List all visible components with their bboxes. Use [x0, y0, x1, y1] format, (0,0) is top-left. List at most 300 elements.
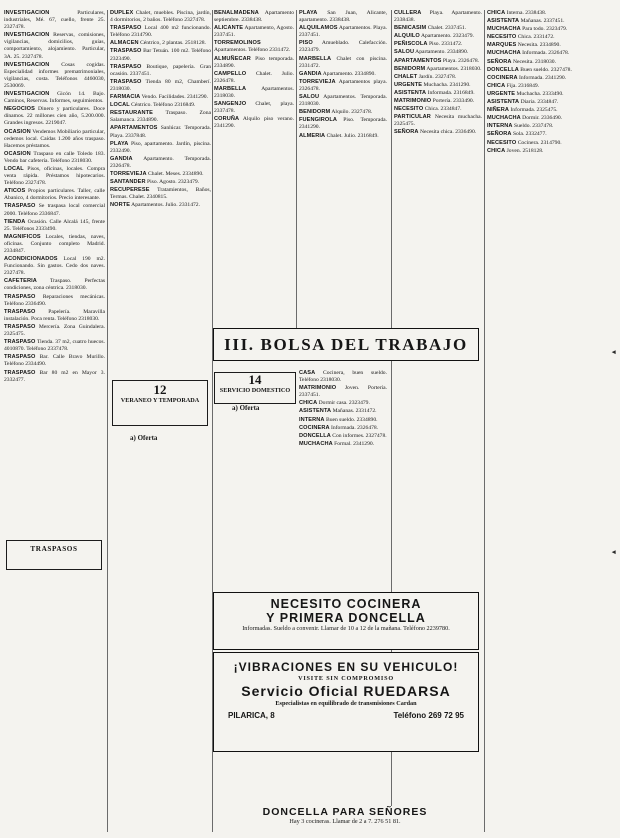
classified-ad	[4, 203, 105, 217]
ad-keyword: TORREMOLINOS	[214, 40, 261, 47]
ad-keyword: NEGOCIOS	[4, 106, 35, 113]
ad-keyword: ALQUILO	[394, 33, 420, 40]
classified-ad	[394, 25, 482, 32]
ad-text: Apartamentos. 2318030.	[214, 85, 294, 100]
ad-text: Jardín. 2327478.	[417, 73, 457, 80]
ad-keyword: MUCHACHA	[299, 440, 333, 447]
ad-keyword: ALICANTE	[214, 25, 244, 32]
ad-text: Amueblado. Calefacción. 2323479.	[299, 40, 387, 54]
ad-text: Cocinera, buen sueldo. Teléfono 2318030.	[299, 370, 387, 384]
ad-keyword: NORTE	[110, 202, 131, 209]
classified-ad	[299, 433, 387, 440]
ad-headline: NECESITO COCINERA	[270, 597, 422, 611]
classified-ad	[299, 25, 387, 39]
category-box-servicio	[214, 372, 296, 404]
classified-ad	[110, 79, 211, 93]
ad-text: Vendemos Mobiliario particular, cedemos local. Caídas 1.200 años traspaso. Hacemos préstamos.	[4, 128, 105, 149]
ad-text: Bar Tetuán. 100 m2. Teléfono 2323490.	[110, 48, 211, 62]
classified-column-1	[4, 10, 105, 832]
classified-ad	[214, 86, 294, 100]
ad-keyword: ALMUÑECAR	[214, 55, 251, 62]
ad-headline: ¡VIBRACIONES EN SU VEHICULO!	[233, 660, 459, 674]
classified-ad	[110, 25, 211, 39]
ad-text: Chalet. 2337451.	[426, 25, 467, 32]
classified-ad	[110, 179, 211, 186]
ad-text: Necesita chica. 2336490.	[418, 129, 477, 136]
ad-keyword: SALOU	[299, 94, 320, 101]
classified-ad	[487, 115, 613, 122]
ad-text: Playa. Apartamento. 2338438.	[394, 10, 482, 24]
ad-text: Para todo. 2323479.	[520, 26, 568, 33]
ad-text: Apartamentos. Julio. 2331472.	[130, 202, 200, 209]
ad-keyword: TRASPASO	[4, 293, 36, 300]
ad-text: Informada. 2325475.	[509, 107, 558, 114]
category-box-traspasos	[6, 540, 102, 570]
ad-keyword: BENIDORM	[394, 65, 426, 72]
classified-column-3	[214, 10, 294, 328]
ad-text: Reparaciones mecánicas. Teléfono 2336490.	[4, 293, 105, 307]
classified-ad	[4, 256, 105, 277]
ad-text: Necesita muchacha. 2325475.	[394, 114, 482, 128]
classified-ad	[110, 141, 211, 155]
ad-keyword: TORREVIEJA	[110, 170, 147, 177]
classified-ad	[110, 125, 211, 139]
classified-ad	[110, 202, 211, 209]
classified-ad	[394, 41, 482, 48]
classified-ad	[299, 370, 387, 384]
classified-ad	[487, 123, 613, 130]
classified-ad	[394, 98, 482, 105]
category-box-veraneo	[112, 380, 208, 426]
classified-ad	[4, 151, 105, 165]
classified-ad	[487, 26, 613, 33]
ad-keyword: PLAYA	[299, 10, 318, 16]
ad-keyword: ALMACEN	[110, 40, 139, 47]
ad-text: Buen sueldo. 2327478.	[518, 66, 572, 73]
ad-keyword: BENICASIM	[394, 25, 427, 32]
ad-text: Dinero y particulares. Doce dínamos. 22 millones cien año, 5.200.000. Grandes ingresos. 2219047.	[4, 106, 105, 127]
classified-ad	[299, 10, 387, 24]
ad-keyword: COCINERA	[299, 424, 330, 431]
ad-keyword: ALQUILAMOS	[299, 25, 338, 32]
classified-ad	[214, 71, 294, 85]
ad-keyword: MAGNIFICOS	[4, 233, 41, 240]
classified-ad	[394, 33, 482, 40]
ad-keyword: RECUPERESE	[110, 187, 150, 194]
column-divider	[296, 10, 297, 328]
classified-ad	[487, 148, 613, 155]
ad-ruedarsa	[213, 652, 479, 752]
ad-keyword: TRASPASO	[4, 323, 36, 330]
category-number: 14	[248, 372, 262, 387]
ad-keyword: INVESTIGACION	[4, 10, 50, 16]
classified-ad	[394, 10, 482, 24]
classified-ad	[4, 91, 105, 105]
ad-keyword: URGENTE	[487, 90, 516, 97]
ad-keyword: CHICA	[487, 82, 506, 89]
classified-ad	[299, 441, 387, 448]
classified-ad	[4, 106, 105, 127]
ad-body: Informadas. Sueldo a convenir. Llamar de 10 a 12 de la mañana. Teléfono 2239780.	[242, 625, 450, 632]
ad-keyword: DUPLEX	[110, 10, 134, 16]
ad-text: Necesita. 2334890.	[516, 42, 561, 49]
ad-keyword: FARMACIA	[110, 94, 141, 101]
ad-text: Ocasión. Calle Alcalá 145, frente 25. Teléfonos 2333490.	[4, 218, 105, 232]
ad-keyword: TRASPASO	[4, 339, 36, 346]
classified-ad	[110, 10, 211, 24]
classified-ad	[487, 67, 613, 74]
column-divider	[484, 10, 485, 832]
ad-keyword: CAFETERIA	[4, 278, 37, 285]
ad-keyword: TRASPASO	[4, 308, 36, 315]
ad-text: Piso. 2331472.	[427, 41, 463, 48]
classified-ad	[299, 79, 387, 93]
classified-ad	[4, 32, 105, 60]
classified-ad	[4, 10, 105, 31]
ad-text: Fija. 2316849.	[505, 82, 540, 89]
ad-text: Chalet. Meses. 2334890.	[146, 170, 204, 177]
classified-ad	[487, 34, 613, 41]
ad-keyword: CHICA	[487, 147, 506, 154]
ad-text: Sanlúcar. Temporada. Playa. 2337848.	[110, 125, 211, 139]
ad-text: Piso. Agosto. 2323479.	[145, 179, 200, 186]
ad-keyword: BENIDORM	[299, 109, 331, 116]
classified-ad	[4, 188, 105, 202]
classified-ad	[394, 114, 482, 128]
ad-text: Se traspasa local comercial 2000. Teléfono 2336847.	[4, 203, 105, 217]
ad-text: Tienda 80 m2, Chamberí. 2318030.	[110, 78, 211, 92]
classified-ad	[110, 171, 211, 178]
classified-ad	[299, 400, 387, 407]
classified-ad	[110, 156, 211, 170]
ad-keyword: MARBELLA	[214, 85, 247, 92]
classified-ad	[214, 116, 294, 130]
ad-keyword: CASA	[299, 370, 316, 376]
ad-keyword: COCINERA	[487, 74, 518, 81]
ad-keyword: PLAYA	[110, 140, 129, 147]
classified-ad	[487, 83, 613, 90]
ad-headline: Y PRIMERA DONCELLA	[266, 611, 426, 625]
classified-ad	[4, 294, 105, 308]
ad-keyword: MATRIMONIO	[394, 98, 432, 105]
ad-keyword: TRASPASO	[4, 369, 36, 376]
ad-keyword: INTERNA	[299, 416, 325, 423]
ad-text: Chica. 2331472.	[516, 34, 555, 41]
ad-text: Locales, tiendas, naves, oficinas. Conjunto completo Madrid. 2334847.	[4, 233, 105, 254]
classified-ad	[394, 106, 482, 113]
ad-text: Tienda. 37 m2, cuatro huecos. 4010870. Teléfono 2337478.	[4, 339, 105, 353]
subsection-label: a) Oferta	[130, 434, 158, 442]
ad-text: Propios particulares. Taller, calle Abanico, 4 dormitorios. Precio interesante.	[4, 188, 105, 202]
ad-text: Particulares, industriales, Mé. 67, cuello, frente 25. 2327478.	[4, 10, 105, 31]
ad-text: Chalet. Julio. 2326478.	[214, 70, 294, 84]
ad-keyword: NECESITO	[487, 139, 517, 146]
ad-keyword: SEÑORA	[487, 131, 512, 138]
ad-text: Boutique, papelería. Gran ocasión. 2337451.	[110, 63, 211, 77]
classified-ad	[299, 56, 387, 70]
classified-ad	[4, 278, 105, 292]
ad-text: Apartamentos. Playa. 2337451.	[299, 25, 387, 39]
ad-text: Tratamientos, Baños, Termas. Chalet. 2340815.	[110, 187, 211, 201]
classified-ad	[394, 90, 482, 97]
ad-keyword: MUCHACHA	[487, 26, 521, 33]
margin-mark: ◂	[612, 549, 616, 556]
ad-cocinera	[213, 592, 479, 650]
classified-ad	[4, 370, 105, 384]
ad-body: Hay 3 cocineras. Llamar de 2 a 7. 276 51 81.	[289, 818, 401, 825]
ad-text: Piso. Temporada. 2341290.	[299, 117, 387, 131]
classified-ad	[394, 74, 482, 81]
ad-keyword: DONCELLA	[487, 66, 519, 73]
ad-keyword: ASISTENTA	[487, 18, 520, 25]
classified-ad	[394, 49, 482, 56]
ad-text: Informada. 2316849.	[426, 89, 475, 96]
ad-text: Sueldo. 2337478.	[512, 123, 554, 130]
classified-column-6	[487, 10, 613, 832]
margin-mark: ◂	[612, 349, 616, 356]
classified-ad	[299, 94, 387, 108]
ad-keyword: TRASPASO	[4, 354, 36, 361]
classified-ad	[4, 234, 105, 255]
classified-ad	[299, 408, 387, 415]
ad-keyword: ASISTENTA	[299, 408, 332, 415]
ad-text: Joven. 2518128.	[505, 147, 544, 154]
ad-text: Mañanas. 2337451.	[519, 18, 565, 25]
ad-keyword: MARBELLA	[299, 55, 332, 62]
ad-keyword: RESTAURANTE	[110, 110, 153, 117]
ad-keyword: TRASPASO	[110, 78, 142, 85]
ad-text: Playa. 2326478.	[441, 57, 480, 64]
subsection-label: a) Oferta	[232, 404, 260, 412]
classified-ad	[487, 75, 613, 82]
ad-keyword: ASISTENTA	[394, 89, 427, 96]
ad-headline: DONCELLA PARA SEÑORES	[262, 806, 428, 818]
ad-text: Chalet, muebles. Piscina, jardín, 4 dormitorios, 2 baños. Teléfono 2327478.	[110, 10, 211, 24]
ad-keyword: INVESTIGACION	[4, 32, 50, 39]
ad-text: Chalet con piscina. 2331472.	[299, 55, 387, 69]
classified-ad	[4, 339, 105, 353]
ad-text: Reservas, comisiones, vigilancias, domicilios, guías, comportamiento, alojamiento. Particular, 3A. 25. 2327478.	[4, 32, 105, 60]
classified-ad	[487, 131, 613, 138]
ad-keyword: NIÑERA	[487, 107, 510, 114]
classified-ad	[110, 110, 211, 124]
classified-ad	[110, 187, 211, 201]
ad-text: Apartamento, Agosto. 2337451.	[214, 25, 294, 39]
category-title: TRASPASOS	[30, 545, 78, 553]
column-divider	[107, 10, 108, 832]
ad-subheadline: VISITE SIN COMPROMISO	[298, 675, 394, 682]
ad-text: Apartamento. 2334890.	[321, 70, 376, 77]
classified-ad	[299, 71, 387, 78]
ad-keyword: URGENTE	[394, 81, 423, 88]
ad-keyword: CULLERA	[394, 10, 422, 16]
ad-address: PILARICA, 8	[228, 711, 275, 720]
ad-keyword: PEÑISCOLA	[394, 41, 428, 48]
ad-keyword: OCASION	[4, 128, 31, 135]
classified-ad	[299, 109, 387, 116]
category-title: SERVICIO DOMESTICO	[219, 387, 291, 394]
classified-ad	[4, 166, 105, 187]
classified-ad	[214, 56, 294, 70]
classified-ad	[110, 94, 211, 101]
ad-keyword: LOCAL	[110, 102, 130, 109]
ad-doncella	[213, 806, 477, 834]
ad-text: Cosas cogidas. Especialidad informes prematrimoniales, vigilancias, costa. Teléfonos 4460030, 2530069.	[4, 61, 105, 89]
ad-text: Buen sueldo. 2334890.	[324, 416, 378, 423]
ad-brand: Servicio Oficial RUEDARSA	[241, 682, 451, 699]
ad-text: Alquilo. 2327478.	[330, 109, 373, 116]
classified-ad	[299, 385, 387, 399]
ad-keyword: TIENDA	[4, 218, 26, 225]
ad-keyword: CORUÑA	[214, 116, 240, 123]
classified-ad	[299, 133, 387, 140]
ad-keyword: GANDIA	[299, 70, 322, 77]
classified-ad	[487, 10, 613, 17]
ad-text: Chica. 2334847.	[423, 106, 462, 113]
ad-text: San Juan, Alicante, apartamento. 2338438.	[299, 10, 387, 24]
ad-text: Traspaso. Perfectas condiciones, zona céntrica. 2318030.	[4, 278, 105, 292]
ad-keyword: CHICA	[487, 10, 506, 16]
ad-text: Piso, apartamento. Jardín, piscina. 2332490.	[110, 140, 211, 154]
classified-ad	[110, 48, 211, 62]
ad-keyword: GANDIA	[110, 155, 133, 162]
ad-text: Gicón 14. Bajo. Caminos, Reservas. Informes, seguimientos.	[4, 91, 105, 105]
classified-ad	[4, 309, 105, 323]
section-title: III. BOLSA DEL TRABAJO	[213, 328, 479, 361]
ad-text: Muchacha. 2333490.	[515, 90, 564, 97]
classified-ad	[214, 40, 294, 54]
ad-keyword: CHALET	[394, 73, 418, 80]
ad-text: Apartamento. 2334890.	[414, 49, 469, 56]
classified-ad	[299, 117, 387, 131]
ad-keyword: APARTAMENTOS	[394, 57, 442, 64]
ad-keyword: TRASPASO	[110, 63, 142, 70]
ad-text: Pisos, oficinas, locales. Compra venta rápida. Préstamos hipotecarios. Teléfono 2327478.	[4, 165, 105, 187]
classified-ad	[4, 354, 105, 368]
ad-keyword: ALMERIA	[299, 132, 326, 139]
classified-ad	[214, 10, 294, 24]
ad-keyword: TRASPASO	[110, 25, 142, 32]
ad-text: Con informes. 2327478.	[330, 432, 387, 439]
classified-ad	[4, 324, 105, 338]
classified-ad	[487, 42, 613, 49]
ad-keyword: PISO	[299, 40, 313, 47]
ad-text: Informada. 2326478.	[329, 424, 379, 431]
ad-keyword: BENALMADENA	[214, 10, 259, 16]
classified-ad	[394, 58, 482, 65]
classified-ad	[394, 129, 482, 136]
ad-text: Apartamentos. Teléfono 2331472.	[214, 47, 291, 54]
classified-column-4b	[299, 370, 387, 592]
classified-ad	[487, 107, 613, 114]
ad-keyword: OCASION	[4, 150, 31, 157]
ad-keyword: CAMPELLO	[214, 70, 247, 77]
ad-keyword: TRASPASO	[4, 203, 36, 210]
classified-ad	[299, 40, 387, 54]
classified-ad	[110, 102, 211, 109]
ad-text: Cocinera. 2314790.	[516, 139, 562, 146]
classified-ad	[4, 62, 105, 90]
ad-keyword: ACONDICIONADOS	[4, 256, 58, 263]
ad-keyword: INTERNA	[487, 123, 513, 130]
ad-text: Traspaso en calle Toledo 183. Vendo bar cafetería. Teléfono 2318030.	[4, 150, 105, 164]
ad-text: Necesita. 2318030.	[511, 58, 556, 65]
ad-text: Mañanas. 2331472.	[331, 408, 377, 415]
ad-text: Traspaso. Zona Salamanca. 2334890.	[110, 110, 211, 124]
ad-text: Apartamento. 2323479.	[419, 33, 474, 40]
classified-ad	[299, 417, 387, 424]
ad-keyword: ATICOS	[4, 188, 26, 195]
ad-text: Interna. 2338438.	[505, 10, 547, 16]
category-number: 12	[153, 382, 167, 397]
ad-keyword: DONCELLA	[299, 432, 331, 439]
ad-keyword: INVESTIGACION	[4, 91, 50, 98]
ad-keyword: FUENGIROLA	[299, 117, 337, 124]
classified-ad	[487, 91, 613, 98]
ad-text: Apartamento. Temporada. 2326478.	[110, 155, 211, 169]
ad-text: Dormir. 2336490.	[520, 115, 563, 122]
ad-keyword: INVESTIGACION	[4, 61, 50, 68]
ad-keyword: SANGENJO	[214, 101, 247, 108]
ad-keyword: SEÑORA	[394, 129, 419, 136]
ad-text: Muchacha. 2341290.	[422, 81, 471, 88]
ad-text: Céntrico, 2 plantas. 2518128.	[138, 40, 206, 47]
ad-keyword: APARTAMENTOS	[110, 125, 158, 132]
ad-body: Especialistas en equilibrado de transmisiones Cardan	[275, 699, 417, 707]
classified-ad	[394, 82, 482, 89]
category-title: VERANEO Y TEMPORADA	[120, 397, 200, 404]
ad-keyword: MATRIMONIO	[299, 385, 337, 392]
ad-keyword: ASISTENTA	[487, 99, 520, 106]
ad-keyword: SALOU	[394, 49, 415, 56]
ad-text: Bar. Calle Bravo Murillo. Teléfono 2334490.	[4, 354, 105, 368]
ad-keyword: NECESITO	[394, 106, 424, 113]
ad-text: Local 190 m2. Funcionando. Sin gastos. Cedo dos naves. 2327478.	[4, 256, 105, 277]
ad-keyword: CHICA	[299, 400, 318, 407]
ad-text: Apartamentos playa. 2326478.	[299, 78, 387, 92]
ad-text: Dormir casa. 2323479.	[317, 400, 370, 407]
classified-ad	[487, 99, 613, 106]
classified-ad	[487, 59, 613, 66]
ad-text: Sola. 2332477.	[511, 131, 547, 138]
ad-text: Céntrico. Teléfono 2316849.	[129, 102, 196, 109]
classified-ad	[214, 101, 294, 115]
classified-ad	[110, 40, 211, 47]
ad-text: Mercería. Zona Guindalera. 2325475.	[4, 323, 105, 338]
classified-ad	[487, 18, 613, 25]
classified-ad	[4, 129, 105, 150]
ad-keyword: SEÑORA	[487, 58, 512, 65]
ad-keyword: LOCAL	[4, 165, 24, 172]
ad-text: Joven. Portería. 2337451.	[299, 385, 387, 399]
ad-keyword: MUCHACHA	[487, 50, 521, 57]
ad-text: Papelería. Maravilla instalación. Poca renta. Teléfono 2318030.	[4, 308, 105, 322]
ad-keyword: TRASPASO	[110, 48, 142, 55]
ad-keyword: PARTICULAR	[394, 114, 431, 121]
ad-text: Local 400 m2 funcionando. Teléfono 2314790.	[110, 25, 211, 39]
ad-text: Portería. 2333490.	[431, 98, 475, 105]
ad-text: Chalet. Julio. 2316849.	[325, 132, 379, 139]
ad-text: Apartamentos. Temporada. 2318030.	[299, 94, 387, 108]
classified-ad	[214, 25, 294, 39]
ad-text: Vendo. Facilidades. 2341290.	[140, 94, 208, 101]
classified-column-4	[299, 10, 387, 328]
ad-text: Informada. 2341290.	[517, 74, 567, 81]
ad-text: Bar 80 m2 en Mayor 3. 2332477.	[4, 369, 105, 383]
ad-text: Apartamentos. 2318030.	[425, 65, 482, 72]
classified-ad	[394, 66, 482, 73]
classified-ad	[487, 140, 613, 147]
